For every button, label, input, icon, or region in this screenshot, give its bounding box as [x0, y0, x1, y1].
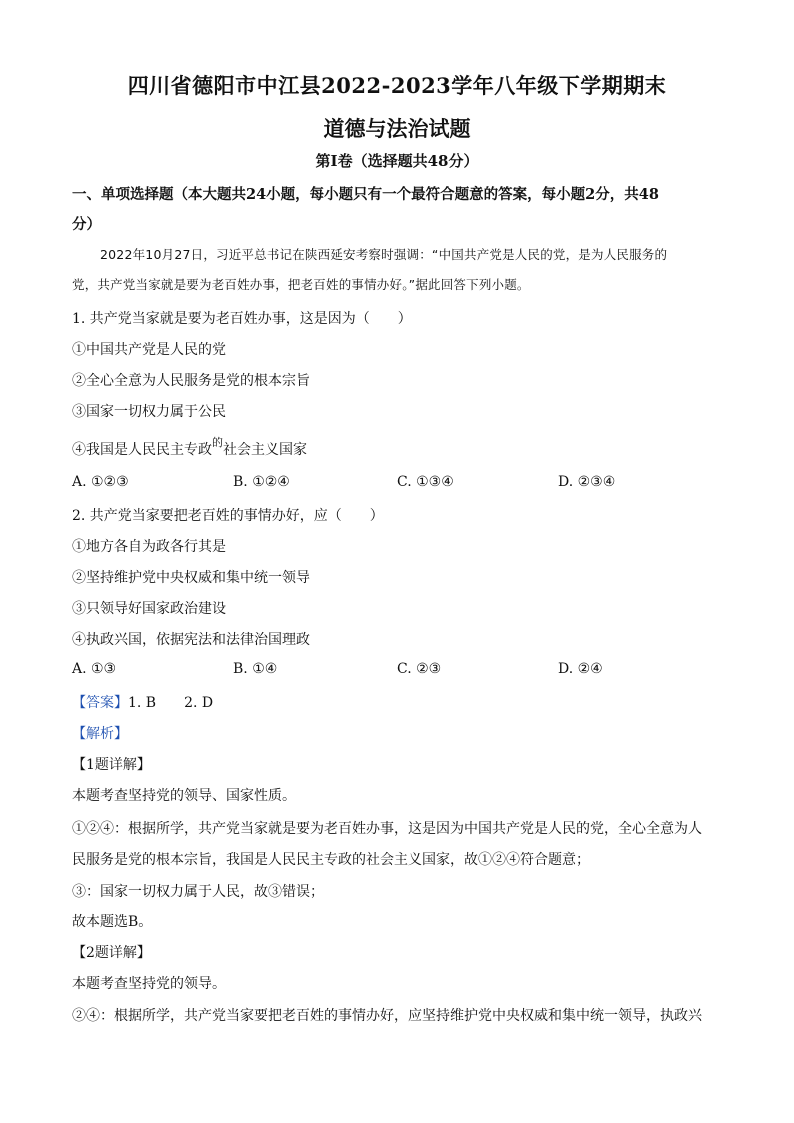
q1-option-b: B. ①②④	[233, 474, 290, 490]
q2-item-4: ④执政兴国，依据宪法和法律治国理政	[72, 632, 310, 648]
q1-detail-heading: 【1题详解】	[72, 757, 151, 773]
q2-detail-line: 本题考查坚持党的领导。	[72, 976, 226, 992]
analysis-tag: 【解析】	[72, 726, 128, 742]
q1-option-d: D. ②③④	[558, 474, 616, 490]
q2-detail-line: ②④：根据所学，共产党当家要把老百姓的事情办好，应坚持维护党中央权威和集中统一领导，执政兴	[72, 1008, 702, 1024]
q1-detail-line: ③：国家一切权力属于人民，故③错误；	[72, 884, 324, 900]
q1-item-3: ③国家一切权力属于公民	[72, 404, 226, 420]
q2-item-2: ②坚持维护党中央权威和集中统一领导	[72, 570, 310, 586]
q2-option-a: A. ①③	[72, 661, 117, 677]
q1-detail-line: 本题考查坚持党的领导、国家性质。	[72, 788, 296, 804]
part-heading: 第Ⅰ卷（选择题共48分）	[315, 152, 479, 170]
material-text: 2022年10月27日，习近平总书记在陕西延安考察时强调：“中国共产党是人民的党，是为人民服务的	[100, 247, 668, 262]
q1-item-4	[72, 436, 307, 459]
answer-tag: 【答案】	[72, 695, 128, 711]
section-heading: 一、单项选择题（本大题共24小题，每小题只有一个最符合题意的答案，每小题2分，共48	[72, 186, 659, 203]
q1-detail-line: 民服务是党的根本宗旨，我国是人民民主专政的社会主义国家，故①②④符合题意；	[72, 852, 590, 868]
material-text-cont: 党，共产党当家就是要为老百姓办事，把老百姓的事情办好。”据此回答下列小题。	[72, 277, 530, 292]
q1-stem: 1. 共产党当家就是要为老百姓办事，这是因为（ ）	[72, 311, 412, 327]
q1-item-1: ①中国共产党是人民的党	[72, 342, 226, 358]
q2-item-3: ③只领导好国家政治建设	[72, 601, 226, 617]
q1-detail-line: 故本题选B。	[72, 914, 153, 930]
exam-subject: 道德与法治试题	[323, 116, 471, 141]
q2-option-d: D. ②④	[558, 661, 603, 677]
q2-stem: 2. 共产党当家要把老百姓的事情办好，应（ ）	[72, 508, 384, 524]
q1-detail-line: ①②④：根据所学，共产党当家就是要为老百姓办事，这是因为中国共产党是人民的党，全心全意为人	[72, 821, 702, 837]
q1-item-4-sup: 的	[212, 436, 223, 449]
q1-option-a: A. ①②③	[72, 474, 129, 490]
q1-option-c: C. ①③④	[397, 474, 454, 490]
q1-item-4-after: 社会主义国家	[223, 442, 307, 458]
q1-item-2: ②全心全意为人民服务是党的根本宗旨	[72, 373, 310, 389]
q2-option-b: B. ①④	[233, 661, 278, 677]
answer-line	[72, 692, 213, 712]
section-heading-cont: 分）	[72, 216, 101, 233]
exam-title: 四川省德阳市中江县2022-2023学年八年级下学期期末	[127, 73, 667, 98]
q2-option-c: C. ②③	[397, 661, 442, 677]
answer-text: 1. B 2. D	[128, 695, 214, 711]
q2-detail-heading: 【2题详解】	[72, 945, 151, 961]
q1-item-4-before: ④我国是人民民主专政	[72, 442, 212, 458]
q2-item-1: ①地方各自为政各行其是	[72, 539, 226, 555]
